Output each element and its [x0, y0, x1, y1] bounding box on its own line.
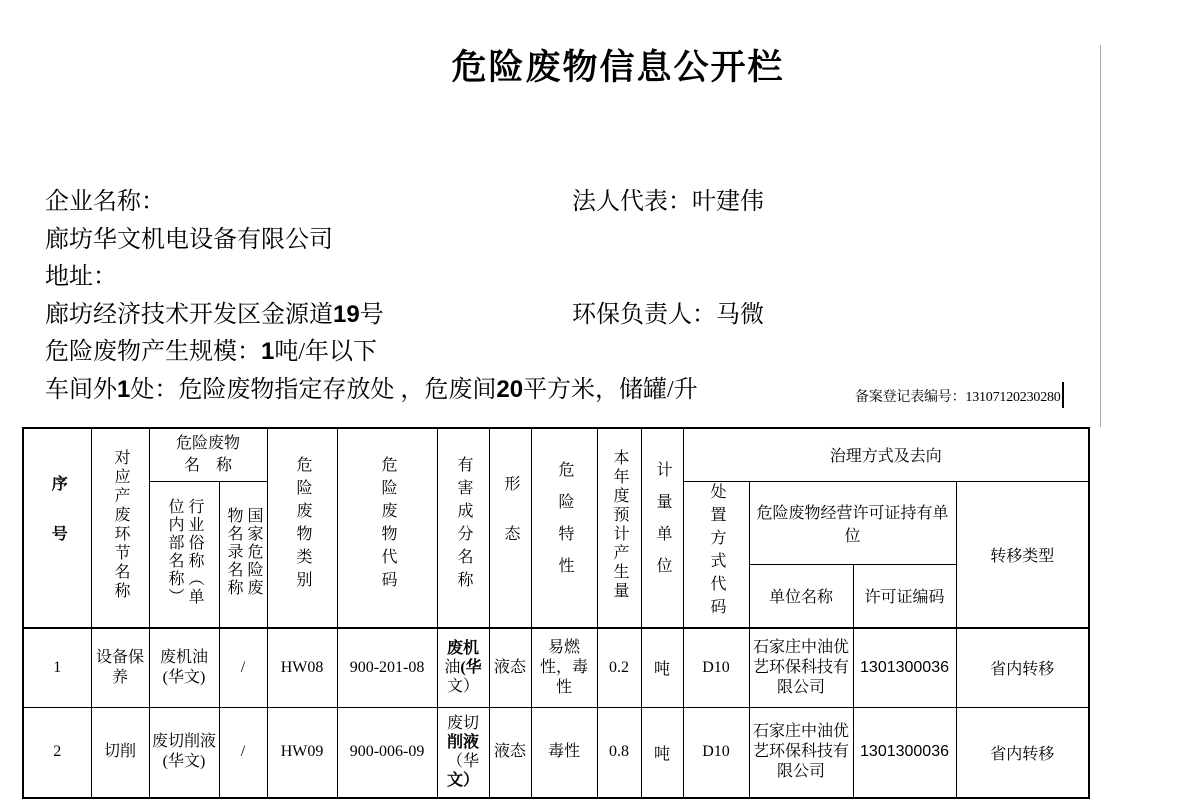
header-amount: 本年度预计产生量 — [597, 428, 641, 628]
cell-catalog-name: / — [219, 708, 267, 798]
storage-info: 车间外1处：危险废物指定存放处 ，危废间20平方米，储罐/升 — [45, 376, 698, 403]
cell-serial: 1 — [23, 628, 91, 708]
cell-unit-name: 石家庄中油优艺环保科技有限公司 — [749, 628, 853, 708]
header-form: 形态 — [489, 428, 531, 628]
header-transfer-type: 转移类型 — [956, 481, 1089, 628]
header-code: 危险废物代码 — [337, 428, 437, 628]
company-name: 廊坊华文机电设备有限公司 — [45, 227, 333, 253]
cell-stage: 切削 — [91, 708, 149, 798]
cell-serial: 2 — [23, 708, 91, 798]
cell-hazard: 易燃性，毒性 — [531, 628, 597, 708]
cell-transfer-type: 省内转移 — [956, 628, 1089, 708]
hazardous-waste-table — [22, 427, 1090, 799]
table-row-1 — [23, 628, 1089, 708]
cell-harmful: 废机油(华文） — [437, 628, 489, 708]
header-serial: 序号 — [23, 428, 91, 628]
cell-form: 液态 — [489, 708, 531, 798]
cell-harmful: 废切削液（华文） — [437, 708, 489, 798]
text-caret — [1062, 382, 1064, 408]
address-value: 廊坊经济技术开发区金源道19号 — [45, 301, 384, 328]
header-stage: 对应产废环节名称 — [91, 428, 149, 628]
cell-category: HW08 — [267, 628, 337, 708]
header-common-name: 行业俗称（单位内部名称） — [149, 481, 219, 628]
cell-unit: 吨 — [641, 708, 683, 798]
page-title: 危险废物信息公开栏 — [451, 48, 785, 87]
header-treatment: 治理方式及去向 — [683, 428, 1089, 481]
record-number-field[interactable] — [855, 382, 1064, 408]
cell-amount: 0.8 — [597, 708, 641, 798]
cell-catalog-name: / — [219, 628, 267, 708]
header-waste-name: 危险废物 名 称 — [149, 428, 267, 481]
header-license-no: 许可证编码 — [853, 565, 956, 628]
cell-unit-name: 石家庄中油优艺环保科技有限公司 — [749, 708, 853, 798]
header-hazard: 危险特性 — [531, 428, 597, 628]
company-name-label: 企业名称： — [45, 189, 165, 215]
waste-scale: 危险废物产生规模：1吨/年以下 — [45, 338, 378, 365]
cell-disposal-code: D10 — [683, 708, 749, 798]
cell-hazard: 毒性 — [531, 708, 597, 798]
table-row-2 — [23, 708, 1089, 798]
cell-amount: 0.2 — [597, 628, 641, 708]
cell-license-no: 1301300036 — [853, 708, 956, 798]
header-license-holder: 危险废物经营许可证持有单位 — [749, 481, 956, 565]
header-disposal-code: 处置方式代码 — [683, 481, 749, 628]
cell-license-no: 1301300036 — [853, 628, 956, 708]
header-unit: 计量单位 — [641, 428, 683, 628]
header-harmful: 有害成分名称 — [437, 428, 489, 628]
cell-stage: 设备保养 — [91, 628, 149, 708]
cell-form: 液态 — [489, 628, 531, 708]
env-officer: 环保负责人：马微 — [572, 302, 764, 328]
header-row-1 — [23, 428, 1089, 481]
record-number[interactable]: 备案登记表编号：13107120230280 — [855, 390, 1061, 405]
cell-code: 900-201-08 — [337, 628, 437, 708]
header-catalog-name: 国家危险废物名录名称 — [219, 481, 267, 628]
cell-disposal-code: D10 — [683, 628, 749, 708]
header-unit-name: 单位名称 — [749, 565, 853, 628]
address-label: 地址： — [45, 264, 117, 290]
cell-common-name: 废机油(华文) — [149, 628, 219, 708]
cell-category: HW09 — [267, 708, 337, 798]
legal-representative: 法人代表：叶建伟 — [572, 189, 764, 215]
cell-transfer-type: 省内转移 — [956, 708, 1089, 798]
cell-code: 900-006-09 — [337, 708, 437, 798]
cell-common-name: 废切削液(华文) — [149, 708, 219, 798]
cell-unit: 吨 — [641, 628, 683, 708]
header-category: 危险废物类别 — [267, 428, 337, 628]
text-frame-edge-line — [1100, 45, 1101, 427]
